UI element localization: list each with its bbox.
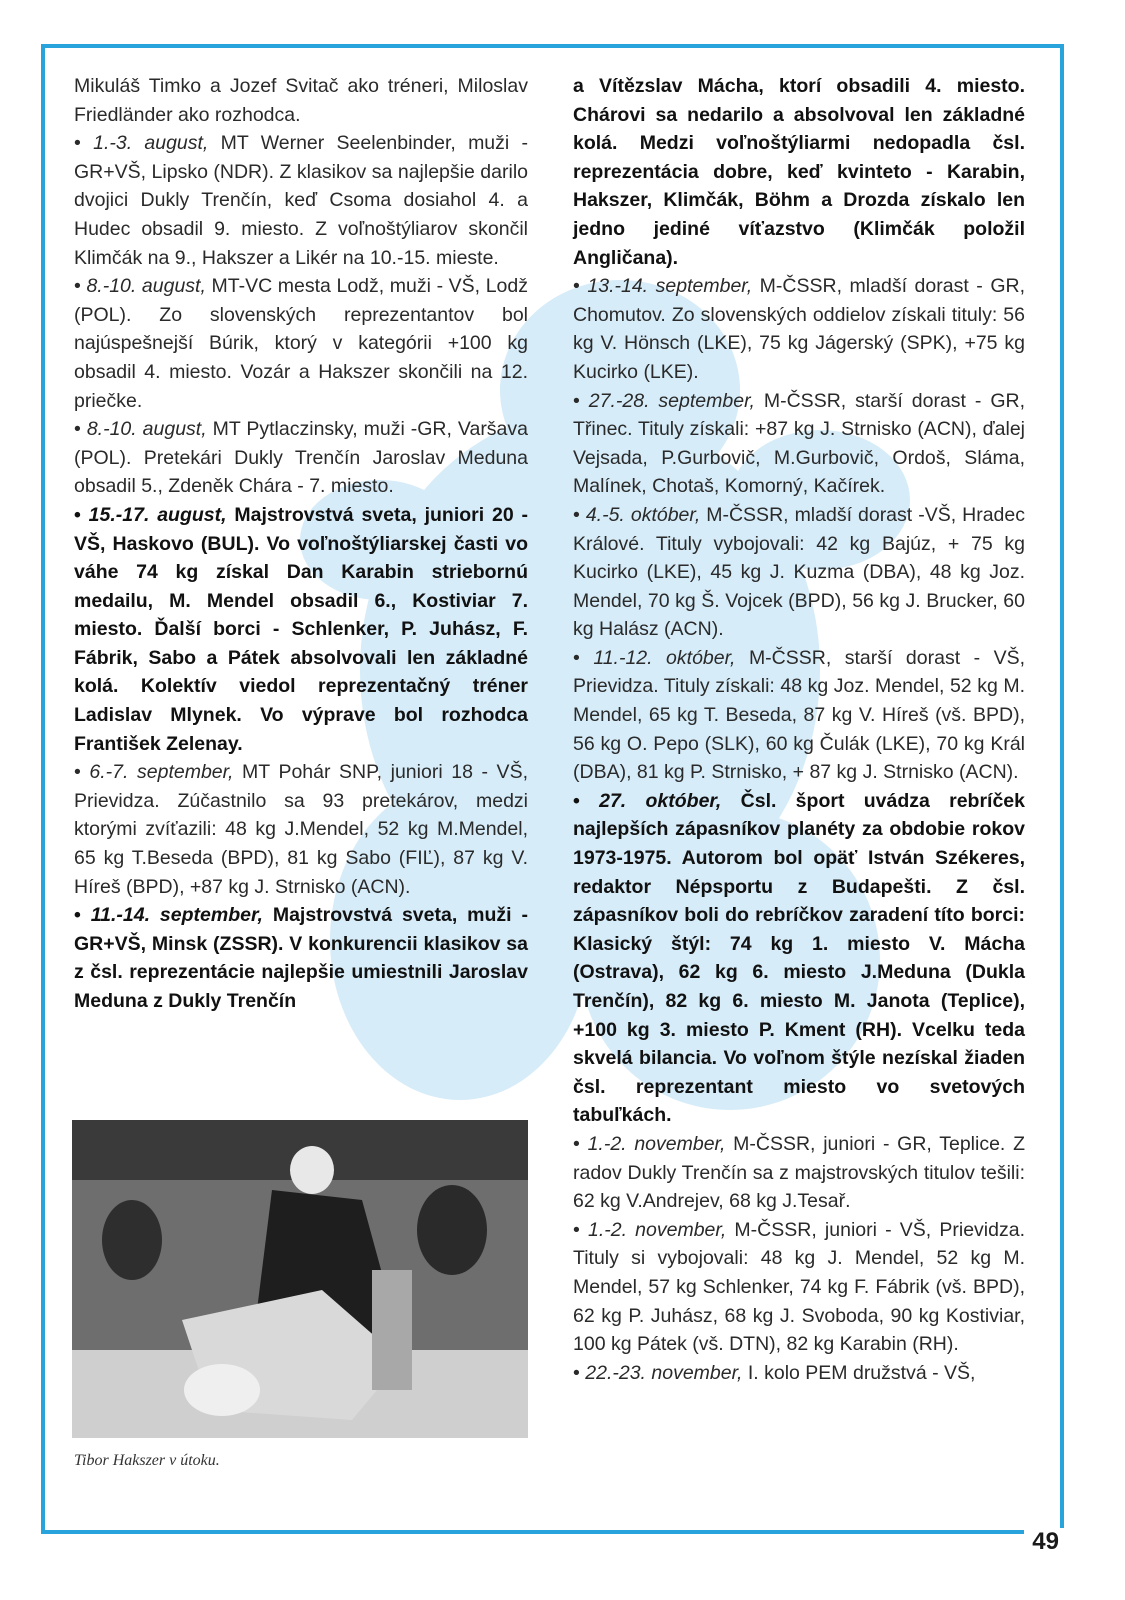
entry-text: I. kolo PEM družstvá - VŠ, <box>742 1361 976 1384</box>
entry-date: 6.-7. september, <box>89 761 234 784</box>
entry-paragraph <box>573 787 1025 1130</box>
photo-caption: Tibor Hakszer v útoku. <box>74 1452 220 1469</box>
entry-prefix: a Vítězslav Mácha, ktorí obsadili 4. miesto. Chárovi sa nedarilo a absolvoval len základné kolá. Medzi voľnoštýliarmi nedopadla čsl. reprezentácia dobre, keď kvinteto - Karabin, Hakszer, Klimčák, Böhm a Drozda získalo len jedno jediné víťazstvo (Klimčák položil Angličana). <box>573 75 1025 269</box>
entry-text: M-ČSSR, starší dorast - VŠ, Prievidza. Tituly získali: 48 kg Joz. Mendel, 52 kg M. Mendel, 65 kg T. Beseda, 87 kg V. Híreš (vš. BPD), 56 kg O. Pepo (SLK), 60 kg Čulák (LKE), 70 kg Král (DBA), 81 kg P. Strnisko, + 87 kg J. Strnisko (ACN). <box>573 646 1026 784</box>
entry-text: M-ČSSR, mladší dorast - GR, Chomutov. Zo slovenských oddielov získali tituly: 56 kg V. Hönsch (LKE), 75 kg Jágerský (SPK), +75 kg Kucirko (LKE). <box>573 275 1025 383</box>
left-text-column <box>74 72 528 1016</box>
entry-text: Majstrovstvá sveta, muži - GR+VŠ, Minsk (ZSSR). V konkurencii klasikov sa z čsl. reprezentácie najlepšie umiestnili Jaroslav Meduna z Dukly Trenčín <box>74 904 528 1012</box>
entry-date: 1.-2. november, <box>587 1132 726 1155</box>
entry-paragraph <box>573 1359 1025 1388</box>
entry-date: 22.-23. november, <box>585 1361 743 1384</box>
entry-prefix: • <box>573 275 588 298</box>
page-number-box <box>1024 1528 1067 1556</box>
entry-paragraph <box>74 901 528 1015</box>
entry-date: 11.-12. október, <box>593 646 736 669</box>
entry-prefix: • <box>573 646 594 669</box>
entry-paragraph <box>74 415 528 501</box>
page-number: 49 <box>1032 1528 1059 1555</box>
entry-prefix: • <box>74 418 87 441</box>
entry-text: Čsl. šport uvádza rebríček najlepších zápasníkov planéty za obdobie rokov 1973-1975. Autorom bol opäť István Székeres, redaktor Népsportu z Budapešti. Z čsl. zápasníkov boli do rebríčkov zaradení títo borci: Klasický štýl: 74 kg 1. miesto V. Mácha (Ostrava), 62 kg 6. miesto J.Meduna (Dukla Trenčín), 82 kg 6. miesto M. Janota (Teplice), +100 kg 3. miesto P. Kment (RH). Vcelku teda skvelá bilancia. Vo voľnom štýle nezískal žiaden čsl. reprezentant miesto vo svetových tabuľkách. <box>573 789 1025 1127</box>
entry-paragraph <box>573 387 1025 501</box>
entry-paragraph <box>573 501 1025 644</box>
entry-prefix: • <box>74 761 90 784</box>
wrestling-photo <box>72 1120 528 1438</box>
entry-prefix: • <box>74 275 87 298</box>
entry-paragraph <box>573 644 1025 787</box>
entry-date: 27. október, <box>599 789 722 812</box>
entry-prefix: • <box>573 1361 586 1384</box>
entry-paragraph <box>573 1130 1025 1216</box>
entry-date: 8.-10. august, <box>86 418 207 441</box>
entry-text: MT Pytlaczinsky, muži -GR, Varšava (POL). Pretekári Dukly Trenčín Jaroslav Meduna obsadil 5., Zdeněk Chára - 7. miesto. <box>74 418 528 498</box>
entry-date: 11.-14. september, <box>90 904 263 927</box>
entry-date: 27.-28. september, <box>588 389 755 412</box>
entry-paragraph <box>74 129 528 272</box>
entry-prefix: • <box>573 1132 588 1155</box>
entry-text: MT Pohár SNP, juniori 18 - VŠ, Prievidza. Zúčastnilo sa 93 pretekárov, medzi ktorými zvíťazili: 48 kg J.Mendel, 52 kg M.Mendel, 65 kg T.Beseda (BPD), 81 kg Sabo (FIĽ), 87 kg V. Híreš (BPD), +87 kg J. Strnisko (ACN). <box>74 761 528 898</box>
entry-paragraph <box>573 72 1025 272</box>
entry-prefix: • <box>573 389 589 412</box>
entry-text: M-ČSSR, juniori - GR, Teplice. Z radov Dukly Trenčín sa z majstrovských titulov tešili: 62 kg V.Andrejev, 68 kg J.Tesař. <box>573 1132 1026 1213</box>
entry-text: M-ČSSR, starší dorast - GR, Třinec. Tituly získali: +87 kg J. Strnisko (ACN), ďalej Vejsada, P.Gurbovič, M.Gurbovič, Ordoš, Sláma, Malínek, Chotaš, Komorný, Kačírek. <box>573 389 1026 498</box>
entry-paragraph <box>573 272 1025 386</box>
entry-text: M-ČSSR, juniori - VŠ, Prievidza. Tituly si vybojovali: 48 kg J. Mendel, 52 kg M. Mendel, 57 kg Schlenker, 74 kg F. Fábrik (vš. BPD), 62 kg P. Juhász, 68 kg J. Svoboda, 90 kg Kostiviar, 100 kg Pátek (vš. DTN), 82 kg Karabin (RH). <box>573 1218 1025 1356</box>
entry-prefix: • <box>573 789 600 812</box>
entry-prefix: • <box>573 1218 588 1241</box>
right-text-column <box>573 72 1025 1387</box>
entry-date: 8.-10. august, <box>86 275 206 298</box>
entry-text: M-ČSSR, mladší dorast -VŠ, Hradec Králové. Tituly vybojovali: 42 kg Bajúz, + 75 kg Kucirko (LKE), 45 kg J. Kuzma (DBA), 48 kg Joz. Mendel, 70 kg Š. Vojcek (BPD), 56 kg J. Brucker, 60 kg Halász (ACN). <box>573 503 1025 641</box>
entry-prefix: Mikuláš Timko a Jozef Svitač ako tréneri, Miloslav Friedländer ako rozhodca. <box>74 75 528 126</box>
entry-text: Majstrovstvá sveta, juniori 20 - VŠ, Haskovo (BUL). Vo voľnoštýliarskej časti vo váhe 74 kg získal Dan Karabin striebornú medailu, M. Mendel obsadil 6., Kostiviar 7. miesto. Ďalší borci - Schlenker, P. Juhász, F. Fábrik, Sabo a Pátek absolvovali len základné kolá. Kolektív viedol reprezentačný tréner Ladislav Mlynek. Vo výprave bol rozhodca František Zelenay. <box>74 503 529 755</box>
entry-prefix: • <box>573 503 586 526</box>
entry-paragraph <box>74 501 528 758</box>
entry-paragraph <box>573 1216 1025 1359</box>
entry-paragraph <box>74 272 528 415</box>
entry-prefix: • <box>74 132 94 155</box>
entry-date: 13.-14. september, <box>587 275 753 298</box>
entry-text: MT-VC mesta Lodž, muži - VŠ, Lodž (POL). Zo slovenských reprezentantov bol najúspešnejší Búrik, ktorý v kategórii +100 kg obsadil 4. miesto. Vozár a Hakszer skončili na 12. priečke. <box>74 275 528 412</box>
entry-paragraph <box>74 758 528 901</box>
entry-prefix: • <box>74 503 89 526</box>
entry-paragraph <box>74 72 528 129</box>
entry-date: 4.-5. október, <box>585 503 701 526</box>
entry-date: 1.-3. august, <box>93 132 209 155</box>
entry-date: 15.-17. august, <box>88 503 227 526</box>
entry-prefix: • <box>74 904 91 927</box>
entry-text: MT Werner Seelenbinder, muži - GR+VŠ, Lipsko (NDR). Z klasikov sa najlepšie darilo dvojici Dukly Trenčín, keď Csoma dosiahol 4. a Hudec obsadil 9. miesto. Z voľnoštýliarov skončil Klimčák na 9., Hakszer a Likér na 10.-15. mieste. <box>74 132 528 269</box>
entry-date: 1.-2. november, <box>588 1218 727 1241</box>
